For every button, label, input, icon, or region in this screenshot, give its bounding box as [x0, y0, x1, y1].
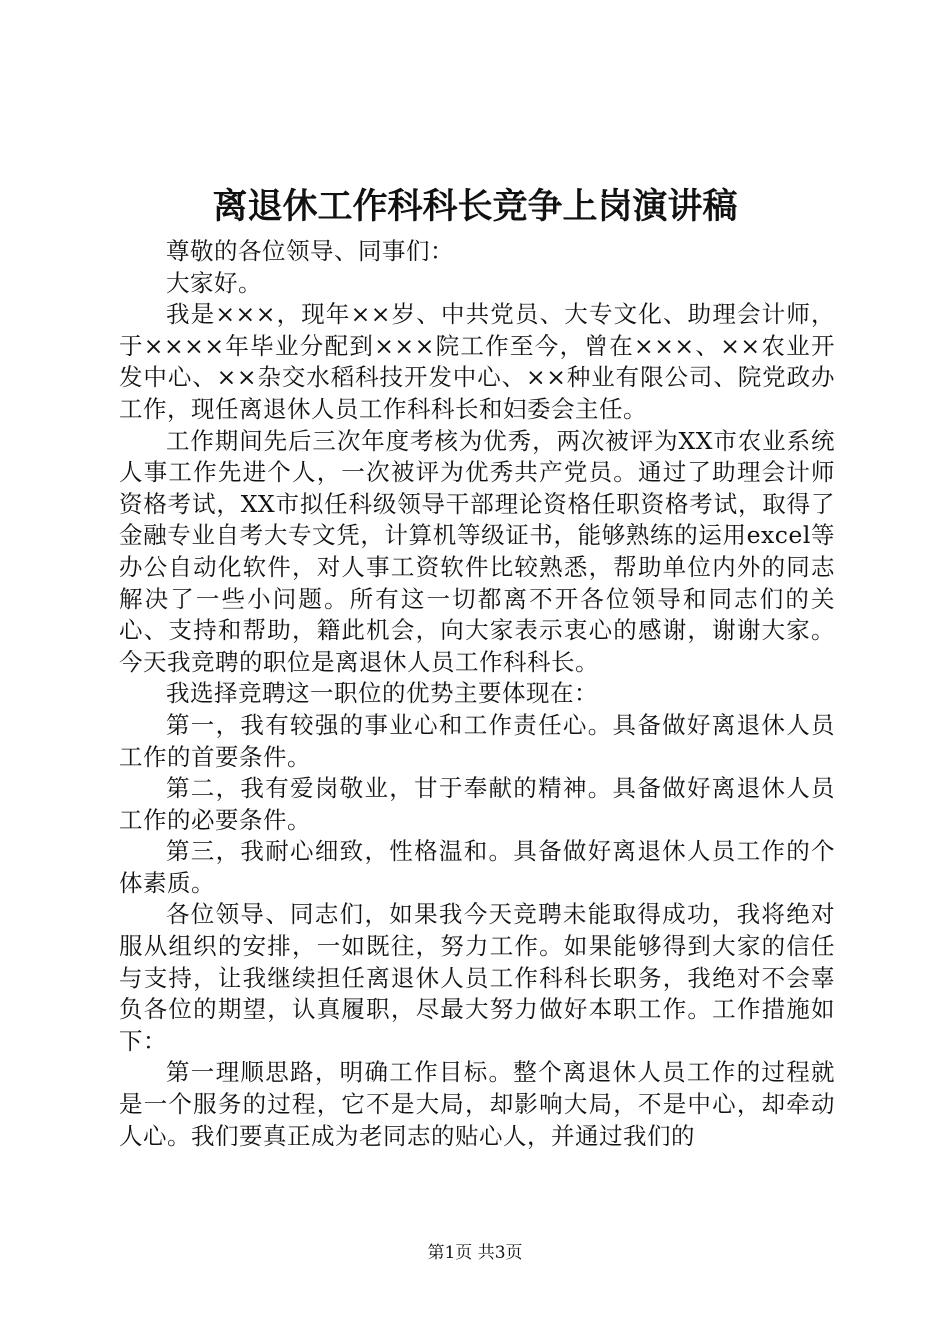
paragraph-advantage-1: 第一，我有较强的事业心和工作责任心。具备做好离退休人员工作的首要条件。 [119, 710, 835, 771]
paragraph-advantage-2: 第二，我有爱岗敬业，甘于奉献的精神。具备做好离退休人员工作的必要条件。 [119, 774, 835, 834]
page-number-footer: 第1页 共3页 [427, 1243, 523, 1263]
paragraph-commitment: 各位领导、同志们，如果我今天竞聘未能取得成功，我将绝对服从组织的安排，一如既往，努力工作。如果能够得到大家的信任与支持，让我继续担任离退休人员工作科科长职务，我绝对不会辜负各位的期望，认真履职，尽最大努力做好本职工作。工作措施如下： [119, 900, 835, 1055]
paragraph-greeting: 大家好。 [166, 268, 262, 297]
paragraph-measure-1: 第一理顺思路，明确工作目标。整个离退休人员工作的过程就是一个服务的过程，它不是大局，却影响大局，不是中心，却牵动人心。我们要真正成为老同志的贴心人，并通过我们的 [119, 1058, 835, 1150]
paragraph-salutation: 尊敬的各位领导、同事们： [166, 237, 454, 265]
paragraph-work-record: 工作期间先后三次年度考核为优秀，两次被评为XX市农业系统人事工作先进个人，一次被评为优秀共产党员。通过了助理会计师资格考试，XX市拟任科级领导干部理论资格任职资格考试，取得了金融专业自考大专文凭，计算机等级证书，能够熟练的运用excel等办公自动化软件，对人事工资软件比较熟悉，帮助单位内外的同志解决了一些小问题。所有这一切都离不开各位领导和同志们的关心、支持和帮助，籍此机会，向大家表示衷心的感谢，谢谢大家。今天我竞聘的职位是离退休人员工作科科长。 [119, 426, 835, 676]
paragraph-advantages-intro: 我选择竞聘这一职位的优势主要体现在： [166, 679, 598, 708]
document-body [119, 236, 835, 1152]
paragraph-self-introduction: 我是×××，现年××岁、中共党员、大专文化、助理会计师，于××××年毕业分配到×××院工作至今，曾在×××、××农业开发中心、××杂交水稻科技开发中心、××种业有限公司、院党政办工作，现任离退休人员工作科科长和妇委会主任。 [119, 300, 835, 423]
paragraph-advantage-3: 第三，我耐心细致，性格温和。具备做好离退休人员工作的个体素质。 [119, 837, 835, 897]
document-title: 离退休工作科科长竞争上岗演讲稿 [212, 186, 738, 227]
